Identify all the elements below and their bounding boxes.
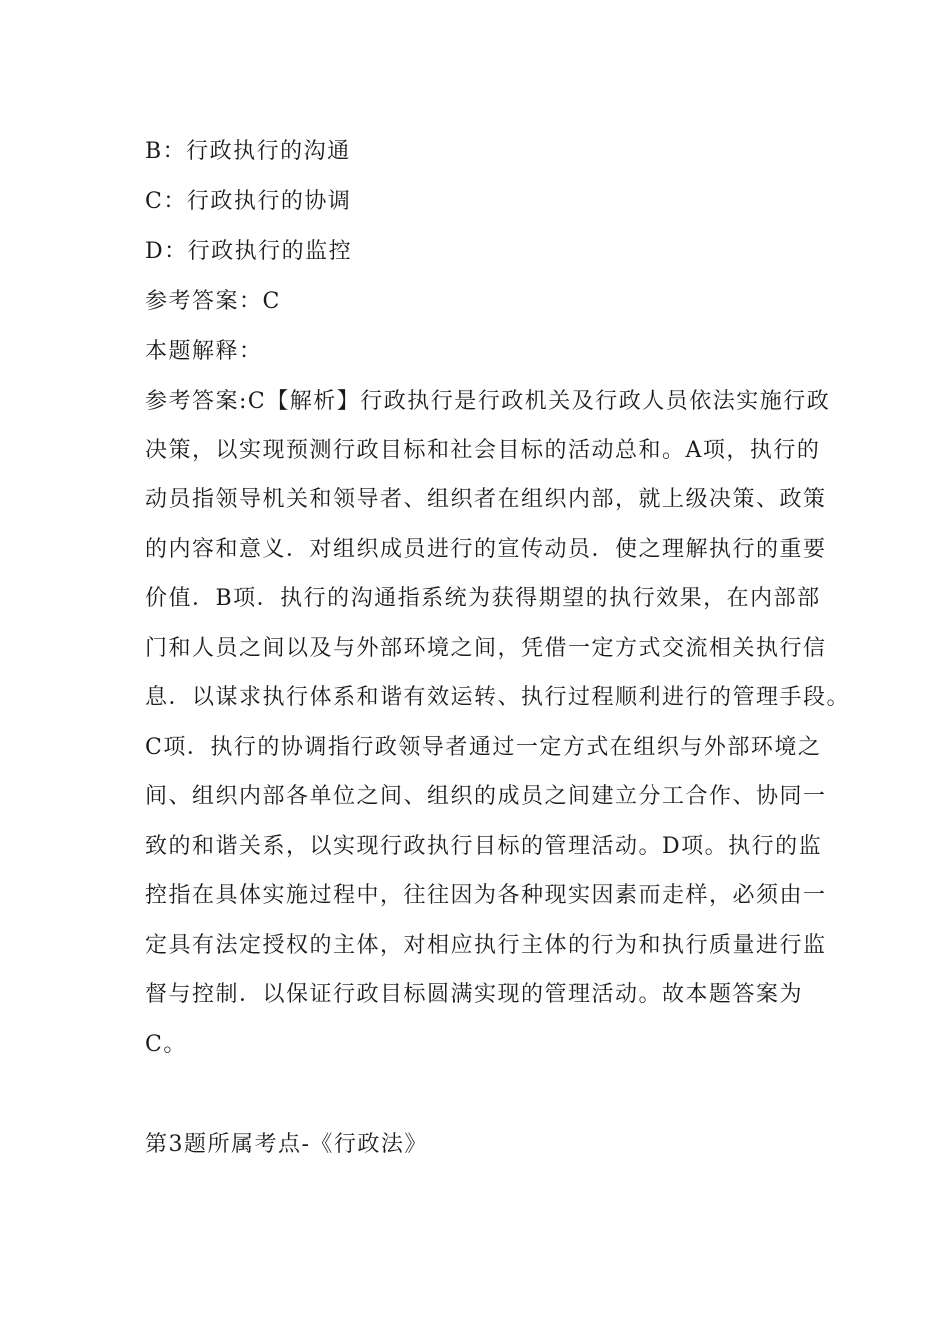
explanation-line: C项．执行的协调指行政领导者通过一定方式在组织与外部环境之 xyxy=(145,735,822,760)
explanation-line: 定具有法定授权的主体，对相应执行主体的行为和执行质量进行监 xyxy=(145,933,827,958)
explanation-line: 决策，以实现预测行政目标和社会目标的活动总和。A项，执行的 xyxy=(145,438,821,463)
explanation-line: 的内容和意义．对组织成员进行的宣传动员．使之理解执行的重要 xyxy=(145,537,827,562)
explanation-line: 门和人员之间以及与外部环境之间，凭借一定方式交流相关执行信 xyxy=(145,636,827,661)
option-b: B：行政执行的沟通 xyxy=(145,139,351,164)
option-c: C：行政执行的协调 xyxy=(145,189,352,214)
option-d: D：行政执行的监控 xyxy=(145,239,353,264)
explanation-line: 动员指领导机关和领导者、组织者在组织内部，就上级决策、政策 xyxy=(145,487,827,512)
explanation-line: 参考答案:C【解析】行政执行是行政机关及行政人员依法实施行政 xyxy=(145,389,831,414)
explanation-line: 间、组织内部各单位之间、组织的成员之间建立分工合作、协同一 xyxy=(145,784,827,809)
explanation-line: 价值．B项．执行的沟通指系统为获得期望的执行效果，在内部部 xyxy=(145,586,821,611)
explanation-line: 督与控制．以保证行政目标圆满实现的管理活动。故本题答案为 xyxy=(145,982,804,1007)
section-topic-footer: 第3题所属考点-《行政法》 xyxy=(145,1132,428,1157)
explanation-line: C。 xyxy=(145,1032,187,1057)
reference-answer: 参考答案：C xyxy=(145,289,281,314)
explanation-line: 控指在具体实施过程中，往往因为各种现实因素而走样，必须由一 xyxy=(145,883,827,908)
explanation-heading: 本题解释： xyxy=(145,339,263,364)
explanation-line: 致的和谐关系，以实现行政执行目标的管理活动。D项。执行的监 xyxy=(145,834,823,859)
explanation-line: 息．以谋求执行体系和谐有效运转、执行过程顺利进行的管理手段。 xyxy=(145,685,851,710)
